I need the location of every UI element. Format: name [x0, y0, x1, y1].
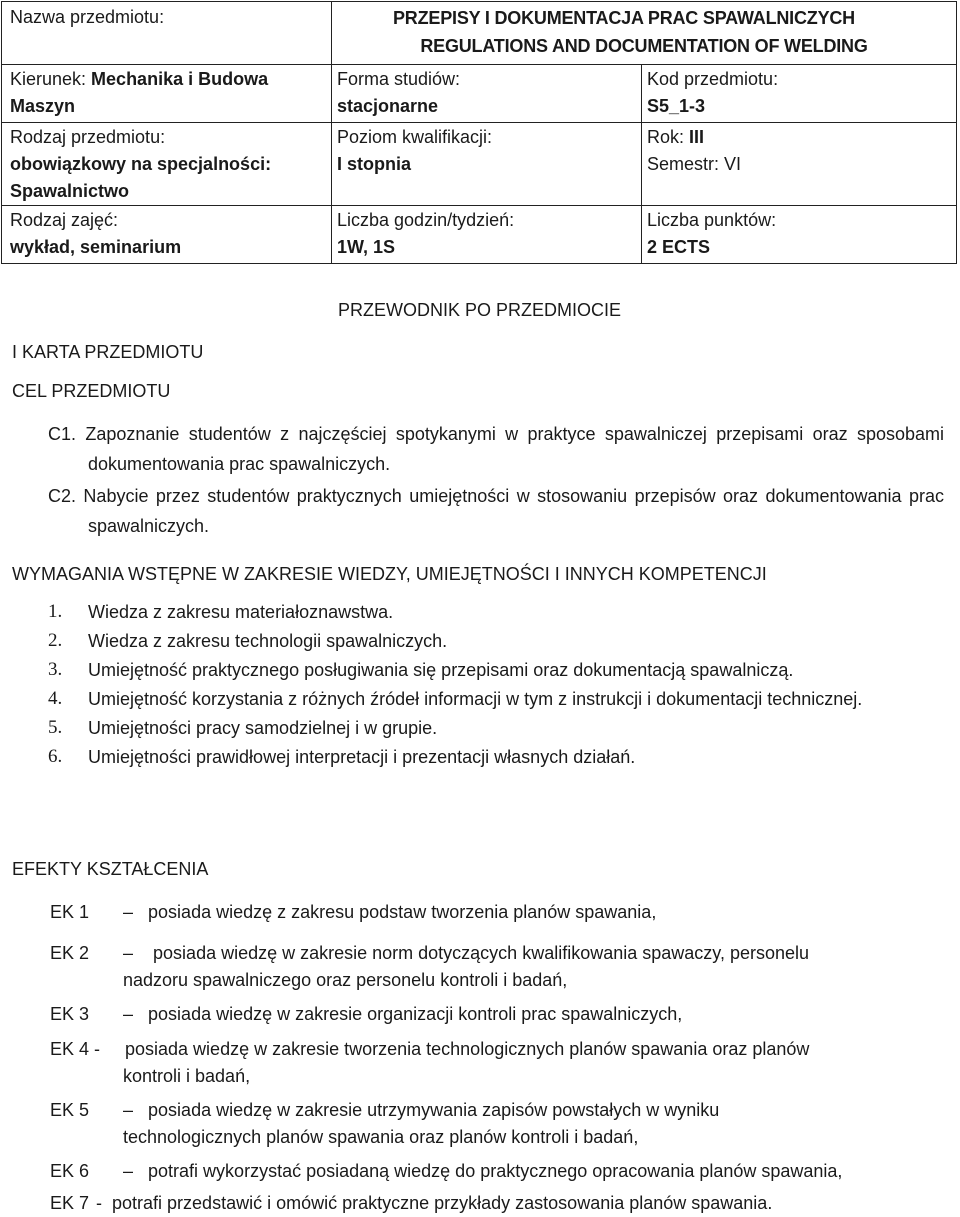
direction-label: Kierunek: [10, 69, 92, 89]
goal-c1 [48, 419, 944, 479]
goal-c1-text: C1. Zapoznanie studentów z najczęściej spotykanymi w praktyce spawalniczej przepisami oraz sposobami dokumentowania prac spawalniczych. [48, 424, 944, 474]
list-item: 1. Wiedza z zakresu materiałoznawstwa. [48, 601, 394, 622]
study-form-cell [332, 65, 642, 123]
code-label: Kod przedmiotu: [647, 69, 779, 89]
code-cell [642, 65, 957, 123]
points-label: Liczba punktów: [647, 210, 777, 230]
hours-cell [332, 206, 642, 264]
outcome-ek5: EK 5 – posiada wiedzę w zakresie utrzymywania zapisów powstałych w wyniku technologicznych planów spawania oraz planów kontroli i badań, [50, 1100, 720, 1147]
outcome-ek2: EK 2 – posiada wiedzę w zakresie norm dotyczących kwalifikowania spawaczy, personelu nadzoru spawalniczego oraz personelu kontroli i badań, [50, 943, 810, 990]
year-semester-cell [642, 123, 957, 206]
classes-label: Rodzaj zajęć: [10, 210, 119, 230]
outcome-ek6: EK 6 – potrafi wykorzystać posiadaną wiedzę do praktycznego opracowania planów spawania, [50, 1161, 843, 1181]
list-item: 3. Umiejętność praktycznego posługiwania się przepisami oraz dokumentacją spawalniczą. [48, 659, 794, 680]
card-title: I KARTA PRZEDMIOTU [12, 342, 204, 362]
direction-cell [2, 65, 332, 123]
study-form-value: stacjonarne [337, 96, 439, 116]
outcome-ek3: EK 3 – posiada wiedzę w zakresie organizacji kontroli prac spawalniczych, [50, 1004, 683, 1024]
course-title-pl: PRZEPISY I DOKUMENTACJA PRAC SPAWALNICZYCH [393, 8, 855, 28]
study-form-label: Forma studiów: [337, 69, 461, 89]
requirements-list [48, 598, 928, 772]
goal-title: CEL PRZEDMIOTU [12, 381, 171, 401]
subject-type-cell [2, 123, 332, 206]
requirements-title: WYMAGANIA WSTĘPNE W ZAKRESIE WIEDZY, UMIEJĘTNOŚCI I INNYCH KOMPETENCJI [12, 564, 767, 584]
hours-label: Liczba godzin/tydzień: [337, 210, 515, 230]
list-item: 5. Umiejętności pracy samodzielnej i w grupie. [48, 717, 438, 738]
outcome-ek1: EK 1 – posiada wiedzę z zakresu podstaw tworzenia planów spawania, [50, 902, 657, 922]
direction-value: Mechanika i Budowa [91, 69, 269, 89]
direction-value-cont: Maszyn [10, 96, 76, 116]
classes-value: wykład, seminarium [10, 237, 182, 257]
outcome-ek4: EK 4 - posiada wiedzę w zakresie tworzenia technologicznych planów spawania oraz planów kontroli i badań, [50, 1039, 810, 1086]
list-item: 4. Umiejętność korzystania z różnych źródeł informacji w tym z instrukcji i dokumentacji technicznej. [48, 688, 863, 709]
semester-label: Semestr: [647, 154, 725, 174]
classes-cell [2, 206, 332, 264]
course-title [332, 2, 957, 65]
list-item: 2. Wiedza z zakresu technologii spawalniczych. [48, 630, 448, 651]
level-label: Poziom kwalifikacji: [337, 127, 493, 147]
subject-name-label: Nazwa przedmiotu: [2, 2, 332, 65]
guide-title: PRZEWODNIK PO PRZEDMIOCIE [337, 300, 622, 320]
course-header-table [1, 1, 957, 264]
code-value: S5_1-3 [647, 96, 706, 116]
subject-type-specialty: Spawalnictwo [10, 181, 130, 201]
outcome-ek7: EK 7 - potrafi przedstawić i omówić praktyczne przykłady zastosowania planów spawania. [50, 1193, 773, 1213]
subject-type-label: Rodzaj przedmiotu: [10, 127, 166, 147]
goal-c2 [48, 481, 944, 541]
hours-value: 1W, 1S [337, 237, 396, 257]
level-cell [332, 123, 642, 206]
points-cell [642, 206, 957, 264]
semester-value: VI [724, 154, 742, 174]
points-value: 2 ECTS [647, 237, 711, 257]
subject-type-value: obowiązkowy na specjalności: [10, 154, 272, 174]
outcomes-title: EFEKTY KSZTAŁCENIA [12, 859, 209, 879]
year-label: Rok: [647, 127, 690, 147]
goal-c2-text: C2. Nabycie przez studentów praktycznych umiejętności w stosowaniu przepisów oraz dokumentowania prac spawalniczych. [48, 486, 944, 536]
year-value: III [689, 127, 705, 147]
list-item: 6. Umiejętności prawidłowej interpretacji i prezentacji własnych działań. [48, 746, 636, 767]
level-value: I stopnia [337, 154, 412, 174]
course-title-en: REGULATIONS AND DOCUMENTATION OF WELDING [420, 36, 868, 56]
